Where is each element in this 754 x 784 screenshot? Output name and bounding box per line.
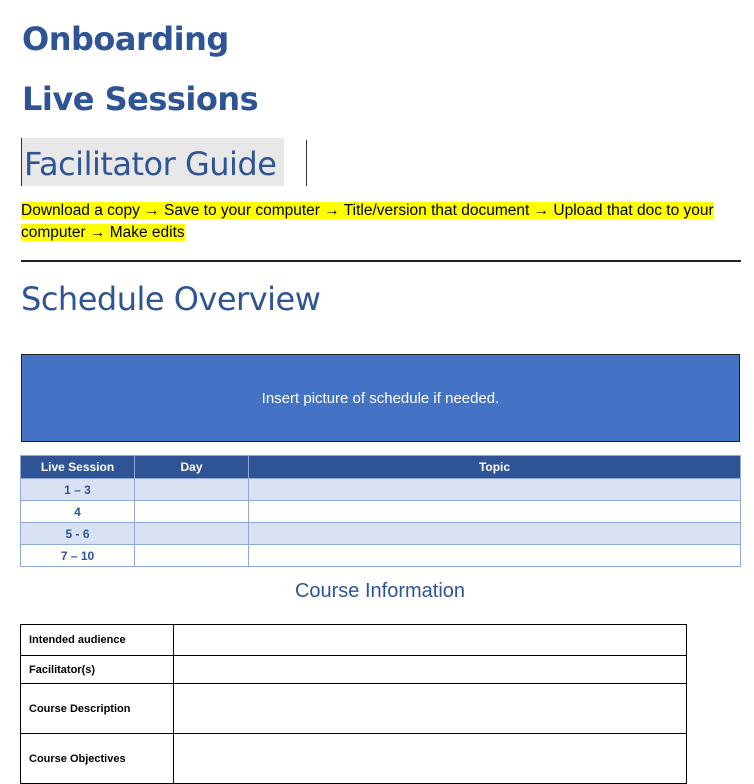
cell[interactable]: [135, 545, 249, 567]
instructions-text: Download a copy → Save to your computer → Title/version that document → Upload that doc to your computer → Make edits: [21, 202, 714, 241]
row-label: Facilitator(s): [21, 656, 174, 684]
table-row: [21, 501, 741, 523]
text-cursor: [306, 140, 307, 186]
table-row: [21, 656, 687, 684]
cell[interactable]: [249, 479, 741, 501]
section-heading: Schedule Overview: [21, 280, 321, 318]
cell[interactable]: 1 – 3: [21, 479, 135, 501]
row-label: Course Description: [21, 684, 174, 734]
cell[interactable]: [249, 545, 741, 567]
header-topic: Topic: [249, 456, 741, 479]
row-label: Course Objectives: [21, 734, 174, 784]
cell[interactable]: [135, 501, 249, 523]
title-line-2: Live Sessions: [22, 80, 259, 118]
schedule-table: [20, 455, 741, 567]
table-row: [21, 684, 687, 734]
instructions: [21, 200, 746, 244]
cell[interactable]: [249, 501, 741, 523]
table-row: [21, 479, 741, 501]
cell[interactable]: 4: [21, 501, 135, 523]
cell[interactable]: [135, 479, 249, 501]
placeholder-text: Insert picture of schedule if needed.: [261, 389, 500, 407]
course-heading: Course Information: [294, 580, 466, 602]
title-line-1: Onboarding: [22, 20, 229, 58]
header-live-session: Live Session: [21, 456, 135, 479]
table-row: [21, 523, 741, 545]
header-day: Day: [135, 456, 249, 479]
row-label: Intended audience: [21, 625, 174, 656]
table-row: [21, 734, 687, 784]
cell[interactable]: [249, 523, 741, 545]
table-row: [21, 625, 687, 656]
cell[interactable]: [174, 625, 687, 656]
schedule-picture-placeholder[interactable]: [21, 354, 740, 442]
cell[interactable]: [135, 523, 249, 545]
cell[interactable]: [174, 684, 687, 734]
cell[interactable]: [174, 734, 687, 784]
subtitle[interactable]: Facilitator Guide: [21, 138, 284, 186]
cell[interactable]: 7 – 10: [21, 545, 135, 567]
cell[interactable]: [174, 656, 687, 684]
course-table: [20, 624, 687, 784]
divider: [21, 260, 741, 262]
table-row: [21, 545, 741, 567]
cell[interactable]: 5 - 6: [21, 523, 135, 545]
